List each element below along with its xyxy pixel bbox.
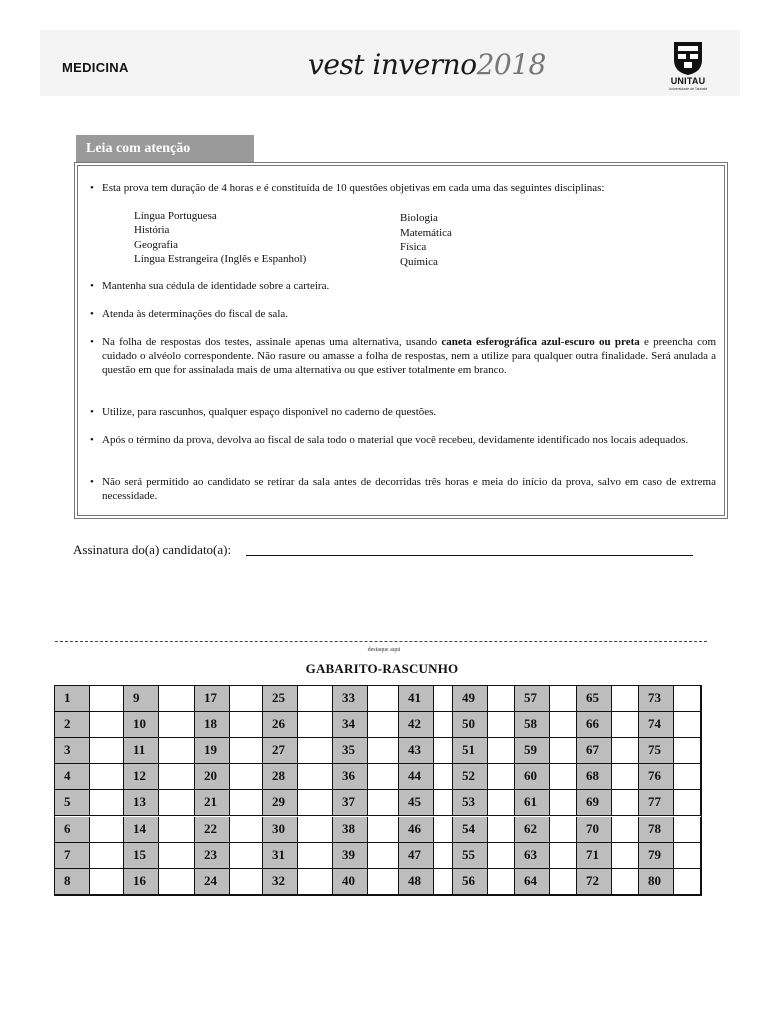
- question-number: 6: [55, 817, 90, 843]
- answer-box[interactable]: [298, 712, 333, 738]
- answer-box[interactable]: [434, 764, 453, 790]
- question-number: 21: [195, 790, 230, 816]
- question-number: 54: [453, 817, 488, 843]
- question-number: 44: [399, 764, 434, 790]
- answer-box[interactable]: [230, 712, 263, 738]
- answer-box[interactable]: [488, 738, 515, 764]
- answer-box[interactable]: [674, 764, 701, 790]
- answer-box[interactable]: [90, 843, 124, 869]
- cut-label: destaque aqui: [367, 647, 401, 653]
- question-number: 25: [263, 686, 298, 712]
- answer-box[interactable]: [434, 686, 453, 712]
- answer-box[interactable]: [488, 843, 515, 869]
- answer-box[interactable]: [90, 712, 124, 738]
- event-year: 2018: [476, 48, 546, 81]
- question-number: 12: [124, 764, 159, 790]
- question-number: 29: [263, 790, 298, 816]
- question-number: 41: [399, 686, 434, 712]
- question-number: 55: [453, 843, 488, 869]
- question-number: 73: [639, 686, 674, 712]
- bullet-dot: •: [90, 476, 94, 488]
- answer-box[interactable]: [159, 764, 195, 790]
- page-header: [40, 30, 740, 96]
- answer-box[interactable]: [368, 817, 399, 843]
- answer-box[interactable]: [90, 738, 124, 764]
- question-number: 78: [639, 817, 674, 843]
- answer-box[interactable]: [368, 686, 399, 712]
- question-number: 18: [195, 712, 230, 738]
- question-number: 47: [399, 843, 434, 869]
- answer-box[interactable]: [298, 790, 333, 816]
- bullet-fiscal: [90, 307, 716, 321]
- question-number: 42: [399, 712, 434, 738]
- question-number: 8: [55, 869, 90, 895]
- question-number: 51: [453, 738, 488, 764]
- question-number: 64: [515, 869, 550, 895]
- discipline-item: Língua Estrangeira (Inglês e Espanhol): [134, 253, 307, 265]
- question-number: 56: [453, 869, 488, 895]
- answer-box[interactable]: [230, 738, 263, 764]
- question-number: 65: [577, 686, 612, 712]
- question-number: 4: [55, 764, 90, 790]
- logo-subtitle: Universidade de Taubaté: [668, 87, 708, 91]
- answer-box[interactable]: [488, 686, 515, 712]
- question-number: 58: [515, 712, 550, 738]
- answer-box[interactable]: [550, 712, 577, 738]
- question-number: 60: [515, 764, 550, 790]
- question-number: 3: [55, 738, 90, 764]
- question-number: 75: [639, 738, 674, 764]
- unitau-logo: [664, 40, 712, 94]
- question-number: 33: [333, 686, 368, 712]
- answer-box[interactable]: [298, 843, 333, 869]
- rule-text: Após o término da prova, devolva ao fiscal de sala todo o material que você recebeu, devidamente identificado nos locais adequados.: [102, 434, 689, 446]
- question-number: 63: [515, 843, 550, 869]
- question-number: 45: [399, 790, 434, 816]
- answer-box[interactable]: [674, 790, 701, 816]
- question-number: 43: [399, 738, 434, 764]
- question-number: 22: [195, 817, 230, 843]
- answer-box[interactable]: [159, 869, 195, 895]
- answer-box[interactable]: [550, 869, 577, 895]
- answer-box[interactable]: [90, 817, 124, 843]
- rule-text: Utilize, para rascunhos, qualquer espaço disponível no caderno de questões.: [102, 406, 437, 418]
- answer-box[interactable]: [550, 843, 577, 869]
- answer-box[interactable]: [550, 764, 577, 790]
- bullet-dot: •: [90, 280, 94, 292]
- answer-box[interactable]: [674, 869, 701, 895]
- bullet-draft: [90, 405, 716, 419]
- intro-text: Esta prova tem duração de 4 horas e é constituída de 10 questões objetivas em cada uma das seguintes disciplinas:: [102, 182, 605, 194]
- discipline-item: História: [134, 224, 170, 236]
- answer-box[interactable]: [230, 790, 263, 816]
- discipline-item: Geografia: [134, 239, 178, 251]
- question-number: 40: [333, 869, 368, 895]
- answer-box[interactable]: [159, 712, 195, 738]
- question-number: 68: [577, 764, 612, 790]
- notice-box: [74, 162, 728, 519]
- answer-box[interactable]: [674, 817, 701, 843]
- answer-box[interactable]: [488, 817, 515, 843]
- discipline-item: Física: [400, 241, 427, 253]
- answer-box[interactable]: [612, 686, 639, 712]
- answer-box[interactable]: [230, 843, 263, 869]
- question-number: 20: [195, 764, 230, 790]
- discipline-item: Língua Portuguesa: [134, 210, 217, 222]
- question-number: 39: [333, 843, 368, 869]
- answer-box[interactable]: [674, 712, 701, 738]
- question-number: 1: [55, 686, 90, 712]
- question-number: 38: [333, 817, 368, 843]
- cut-line: [55, 641, 707, 642]
- question-number: 36: [333, 764, 368, 790]
- answer-box[interactable]: [612, 869, 639, 895]
- answer-box[interactable]: [550, 738, 577, 764]
- question-number: 30: [263, 817, 298, 843]
- discipline-item: Biologia: [400, 212, 438, 224]
- notice-inner: [77, 165, 725, 516]
- answer-box[interactable]: [612, 738, 639, 764]
- bullet-dot: •: [90, 406, 94, 418]
- answer-box[interactable]: [298, 764, 333, 790]
- event-title: vest inverno: [308, 48, 477, 81]
- bullet-id: [90, 279, 716, 293]
- question-number: 77: [639, 790, 674, 816]
- rule-text: Mantenha sua cédula de identidade sobre a carteira.: [102, 280, 330, 292]
- answer-box[interactable]: [230, 686, 263, 712]
- answer-box[interactable]: [230, 764, 263, 790]
- answer-box[interactable]: [159, 843, 195, 869]
- question-number: 17: [195, 686, 230, 712]
- question-number: 31: [263, 843, 298, 869]
- discipline-item: Matemática: [400, 227, 452, 239]
- bullet-dot: •: [90, 182, 94, 194]
- answer-box[interactable]: [368, 869, 399, 895]
- bullet-answer: [90, 335, 716, 377]
- answer-box[interactable]: [90, 790, 124, 816]
- question-number: 15: [124, 843, 159, 869]
- question-number: 69: [577, 790, 612, 816]
- question-number: 11: [124, 738, 159, 764]
- question-number: 70: [577, 817, 612, 843]
- answer-box[interactable]: [159, 817, 195, 843]
- answer-box[interactable]: [368, 843, 399, 869]
- answer-box[interactable]: [550, 790, 577, 816]
- answer-box[interactable]: [90, 764, 124, 790]
- question-number: 74: [639, 712, 674, 738]
- answer-box[interactable]: [434, 738, 453, 764]
- question-number: 28: [263, 764, 298, 790]
- answer-box[interactable]: [674, 843, 701, 869]
- bullet-return: [90, 433, 716, 447]
- answer-box[interactable]: [488, 869, 515, 895]
- answer-box[interactable]: [674, 686, 701, 712]
- question-number: 24: [195, 869, 230, 895]
- answer-sheet-title: GABARITO-RASCUNHO: [305, 661, 459, 676]
- question-number: 2: [55, 712, 90, 738]
- signature-field[interactable]: [246, 555, 693, 556]
- question-number: 13: [124, 790, 159, 816]
- answer-box[interactable]: [298, 686, 333, 712]
- rule-text: Não será permitido ao candidato se retirar da sala antes de decorridas três horas e meia do início da prova, salvo em caso de extrema necessidade.: [102, 476, 716, 502]
- rule-text-part: Na folha de respostas dos testes, assinale apenas uma alternativa, usando: [102, 336, 442, 348]
- answer-box[interactable]: [612, 843, 639, 869]
- question-number: 48: [399, 869, 434, 895]
- question-number: 79: [639, 843, 674, 869]
- question-number: 67: [577, 738, 612, 764]
- rule-text: [102, 335, 716, 377]
- answer-box[interactable]: [230, 817, 263, 843]
- answer-box[interactable]: [434, 790, 453, 816]
- bullet-dot: •: [90, 308, 94, 320]
- discipline-item: Química: [400, 256, 438, 268]
- question-number: 52: [453, 764, 488, 790]
- question-number: 9: [124, 686, 159, 712]
- logo-name: UNITAU: [670, 76, 706, 86]
- bullet-dot: •: [90, 336, 94, 348]
- answer-box[interactable]: [368, 764, 399, 790]
- notice-heading: Leia com atenção: [76, 135, 254, 162]
- answer-box[interactable]: [550, 686, 577, 712]
- bullet-leave: [90, 475, 716, 503]
- rule-text-part: e preencha com cuidado o alvéolo correspondente. Não rasure ou amasse a folha de respostas, nem a utilize para qualquer outra finalidade. Será anulada a questão em que for assinalada mais de uma alternativa ou que estiver totalmente em branco.: [102, 336, 717, 376]
- question-number: 61: [515, 790, 550, 816]
- answer-box[interactable]: [159, 790, 195, 816]
- answer-box[interactable]: [368, 712, 399, 738]
- answer-box[interactable]: [434, 712, 453, 738]
- answer-box[interactable]: [612, 712, 639, 738]
- answer-box[interactable]: [550, 817, 577, 843]
- question-number: 66: [577, 712, 612, 738]
- answer-box[interactable]: [488, 764, 515, 790]
- rule-text: Atenda às determinações do fiscal de sala.: [102, 308, 289, 320]
- question-number: 34: [333, 712, 368, 738]
- question-number: 53: [453, 790, 488, 816]
- answer-box[interactable]: [612, 790, 639, 816]
- question-number: 50: [453, 712, 488, 738]
- answer-box[interactable]: [368, 790, 399, 816]
- answer-box[interactable]: [90, 686, 124, 712]
- question-number: 59: [515, 738, 550, 764]
- answer-box[interactable]: [674, 738, 701, 764]
- question-number: 19: [195, 738, 230, 764]
- answer-box[interactable]: [488, 712, 515, 738]
- question-number: 76: [639, 764, 674, 790]
- question-number: 72: [577, 869, 612, 895]
- question-number: 5: [55, 790, 90, 816]
- rule-text-emphasis: caneta esferográfica azul-escuro ou preta: [441, 336, 640, 348]
- shield-icon: [664, 40, 712, 76]
- answer-box[interactable]: [298, 869, 333, 895]
- question-number: 57: [515, 686, 550, 712]
- question-number: 23: [195, 843, 230, 869]
- event-logo: [308, 48, 546, 88]
- signature-label: Assinatura do(a) candidato(a):: [73, 542, 232, 557]
- answer-box[interactable]: [298, 738, 333, 764]
- question-number: 37: [333, 790, 368, 816]
- question-number: 35: [333, 738, 368, 764]
- question-number: 16: [124, 869, 159, 895]
- answer-box[interactable]: [488, 790, 515, 816]
- answer-box[interactable]: [90, 869, 124, 895]
- answer-box[interactable]: [612, 764, 639, 790]
- answer-box[interactable]: [298, 817, 333, 843]
- question-number: 26: [263, 712, 298, 738]
- question-number: 7: [55, 843, 90, 869]
- question-number: 80: [639, 869, 674, 895]
- answer-box[interactable]: [612, 817, 639, 843]
- question-number: 14: [124, 817, 159, 843]
- answer-box[interactable]: [368, 738, 399, 764]
- answer-box[interactable]: [434, 869, 453, 895]
- subject-label: MEDICINA: [62, 60, 129, 75]
- question-number: 27: [263, 738, 298, 764]
- answer-box[interactable]: [159, 686, 195, 712]
- question-number: 32: [263, 869, 298, 895]
- bullet-intro: [90, 181, 716, 195]
- bullet-dot: •: [90, 434, 94, 446]
- answer-box[interactable]: [434, 817, 453, 843]
- answer-box[interactable]: [434, 843, 453, 869]
- question-number: 49: [453, 686, 488, 712]
- question-number: 10: [124, 712, 159, 738]
- answer-grid: [54, 685, 702, 896]
- question-number: 62: [515, 817, 550, 843]
- question-number: 46: [399, 817, 434, 843]
- answer-box[interactable]: [159, 738, 195, 764]
- question-number: 71: [577, 843, 612, 869]
- answer-box[interactable]: [230, 869, 263, 895]
